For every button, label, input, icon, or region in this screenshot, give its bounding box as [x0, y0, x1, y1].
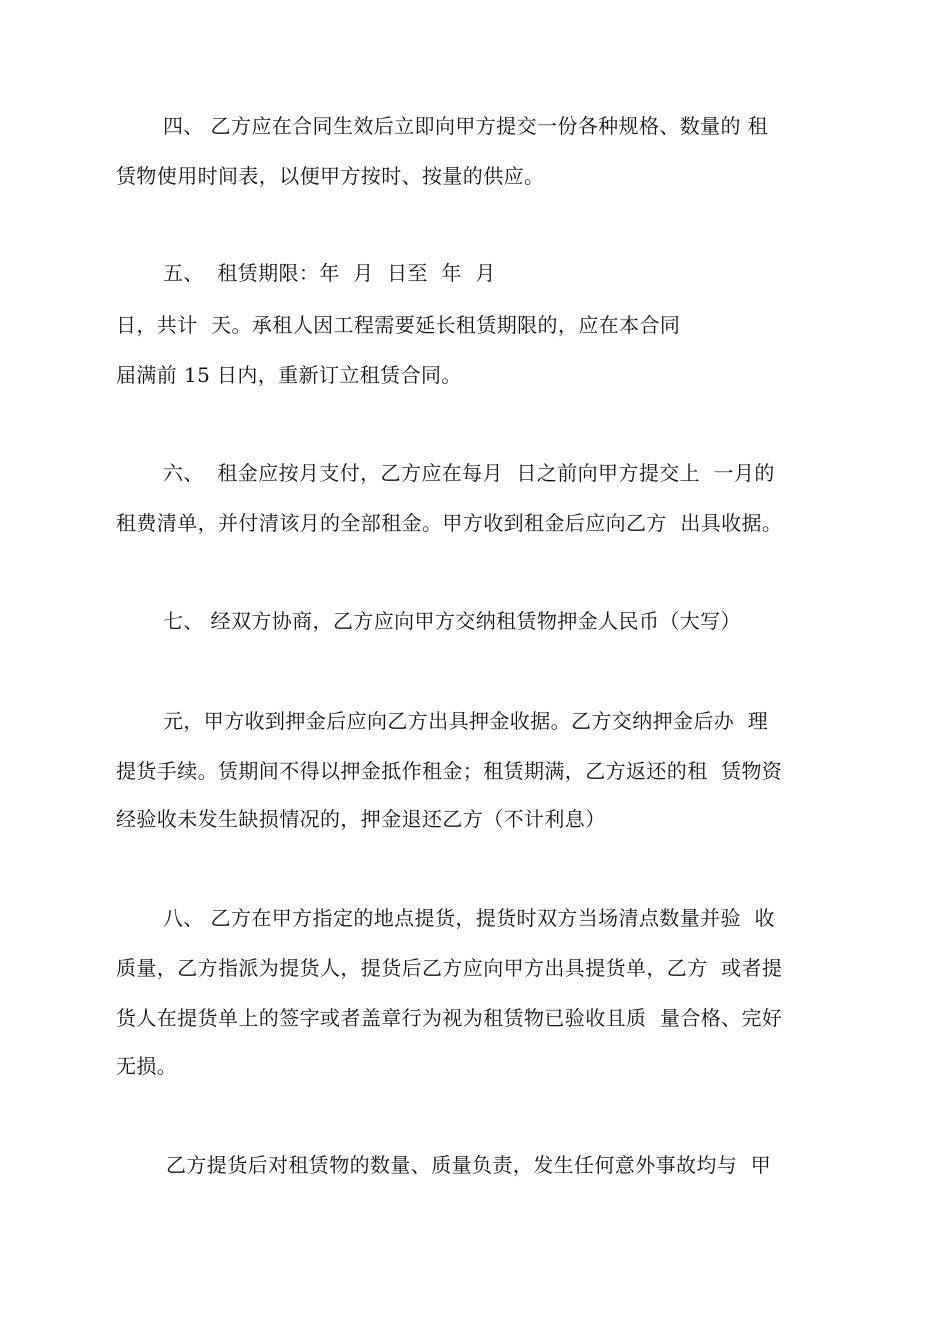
- clause-8-line-2: 质量，乙方指派为提货人，提货后乙方应向甲方出具提货单，乙方 或者提: [116, 956, 783, 980]
- clause-5-line-1: 五、 租赁期限：年 月 日至 年 月: [163, 261, 496, 285]
- clause-7-line-1: 七、 经双方协商，乙方应向甲方交纳租赁物押金人民币（大写）: [163, 609, 741, 633]
- clause-8-line-1: 八、 乙方在甲方指定的地点提货，提货时双方当场清点数量并验 收: [163, 906, 775, 930]
- deposit-line-2: 提货手续。赁期间不得以押金抵作租金；租赁期满，乙方返还的租 赁物资: [116, 759, 783, 783]
- clause-4-line-2: 赁物使用时间表，以便甲方按时、按量的供应。: [116, 164, 545, 188]
- clause-5-line-3: 届满前 15 日内，重新订立租赁合同。: [116, 363, 462, 387]
- clause-4-line-1: 四、 乙方应在合同生效后立即向甲方提交一份各种规格、数量的 租: [163, 114, 769, 138]
- deposit-line-3: 经验收未发生缺损情况的，押金退还乙方（不计利息）: [116, 807, 606, 831]
- clause-5-line-2: 日，共计 天。承租人因工程需要延长租赁期限的，应在本合同: [116, 313, 681, 337]
- clause-8-line-4: 无损。: [116, 1054, 178, 1078]
- clause-8-line-3: 货人在提货单上的签字或者盖章行为视为租赁物已验收且质 量合格、完好: [116, 1006, 783, 1030]
- liability-line-1: 乙方提货后对租赁物的数量、质量负责，发生任何意外事故均与 甲: [166, 1153, 772, 1177]
- clause-6-line-2: 租费清单，并付清该月的全部租金。甲方收到租金后应向乙方 出具收据。: [116, 511, 783, 535]
- clause-6-line-1: 六、 租金应按月支付，乙方应在每月 日之前向甲方提交上 一月的: [163, 461, 775, 485]
- deposit-line-1: 元，甲方收到押金后应向乙方出具押金收据。乙方交纳押金后办 理: [163, 709, 769, 733]
